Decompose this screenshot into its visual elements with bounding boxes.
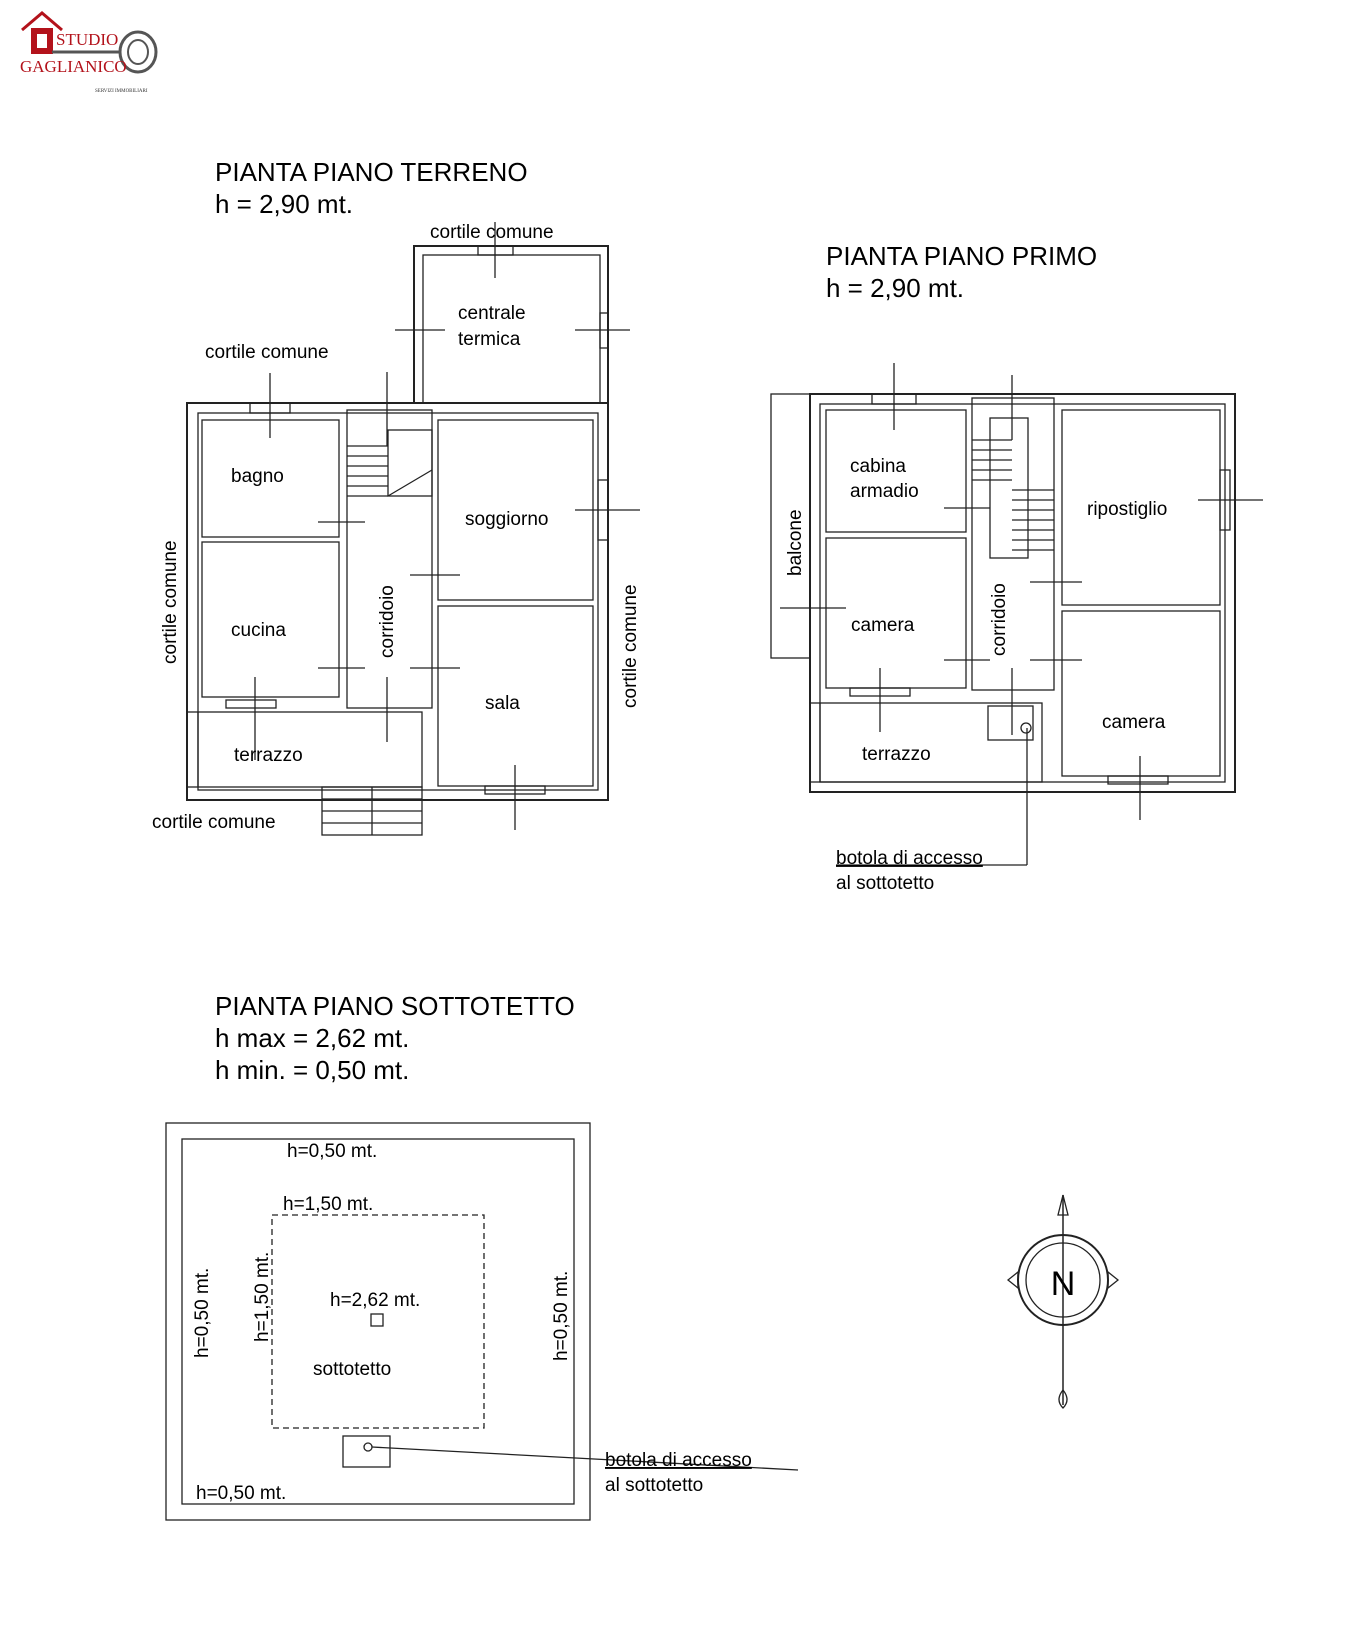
room-terrazzo-first: terrazzo [862,744,931,765]
room-ripostiglio: ripostiglio [1087,499,1168,520]
logo-line2: GAGLIANICO [20,57,127,76]
label-cortile-right: cortile comune [620,584,641,708]
room-centrale: centrale [458,303,526,324]
ground-floor-title: PIANTA PIANO TERRENO [215,157,528,187]
attic-label-center: h=2,62 mt. [330,1290,421,1311]
first-botola-line1: botola di accesso [836,848,983,869]
first-floor-title: PIANTA PIANO PRIMO [826,241,1098,271]
room-armadio: armadio [850,481,919,502]
studio-logo [20,13,156,94]
attic-label-inner-left: h=1,50 mt. [252,1251,273,1342]
attic-botola-line2: al sottotetto [605,1475,704,1496]
attic-label-right: h=0,50 mt. [551,1270,572,1361]
room-cabina: cabina [850,456,906,477]
attic-h-max: h max = 2,62 mt. [215,1023,410,1053]
room-camera-right: camera [1102,712,1166,733]
attic-label-left: h=0,50 mt. [192,1267,213,1358]
attic-label-inner-top: h=1,50 mt. [283,1194,374,1215]
ground-floor-height: h = 2,90 mt. [215,189,354,219]
attic-h-min: h min. = 0,50 mt. [215,1055,410,1085]
attic-floor-plan [166,991,798,1520]
first-floor-height: h = 2,90 mt. [826,273,965,303]
room-balcone: balcone [785,509,806,576]
logo-line1: STUDIO [56,30,119,49]
room-sala: sala [485,693,520,714]
label-cortile-top: cortile comune [430,222,554,243]
room-terrazzo: terrazzo [234,745,303,766]
attic-botola-line1: botola di accesso [605,1450,752,1471]
first-botola-line2: al sottotetto [836,873,935,894]
room-camera-left: camera [851,615,915,636]
room-soggiorno: soggiorno [465,509,549,530]
north-compass-icon [1008,1195,1118,1408]
label-cortile-left: cortile comune [160,540,181,664]
compass-north-label: N [1050,1265,1076,1303]
room-corridoio-first: corridoio [989,583,1010,656]
room-bagno: bagno [231,466,284,487]
room-termica: termica [458,329,521,350]
attic-label-top: h=0,50 mt. [287,1141,378,1162]
first-floor-plan [771,241,1263,894]
label-cortile-bottom: cortile comune [152,812,276,833]
attic-label-room: sottotetto [313,1359,392,1380]
label-cortile-left-top: cortile comune [205,342,329,363]
attic-title: PIANTA PIANO SOTTOTETTO [215,991,575,1021]
room-corridoio: corridoio [377,585,398,658]
logo-tagline: SERVIZI IMMOBILIARI [95,89,148,94]
ground-floor-plan [152,157,641,835]
attic-label-bottom: h=0,50 mt. [196,1483,287,1504]
room-cucina: cucina [231,620,286,641]
